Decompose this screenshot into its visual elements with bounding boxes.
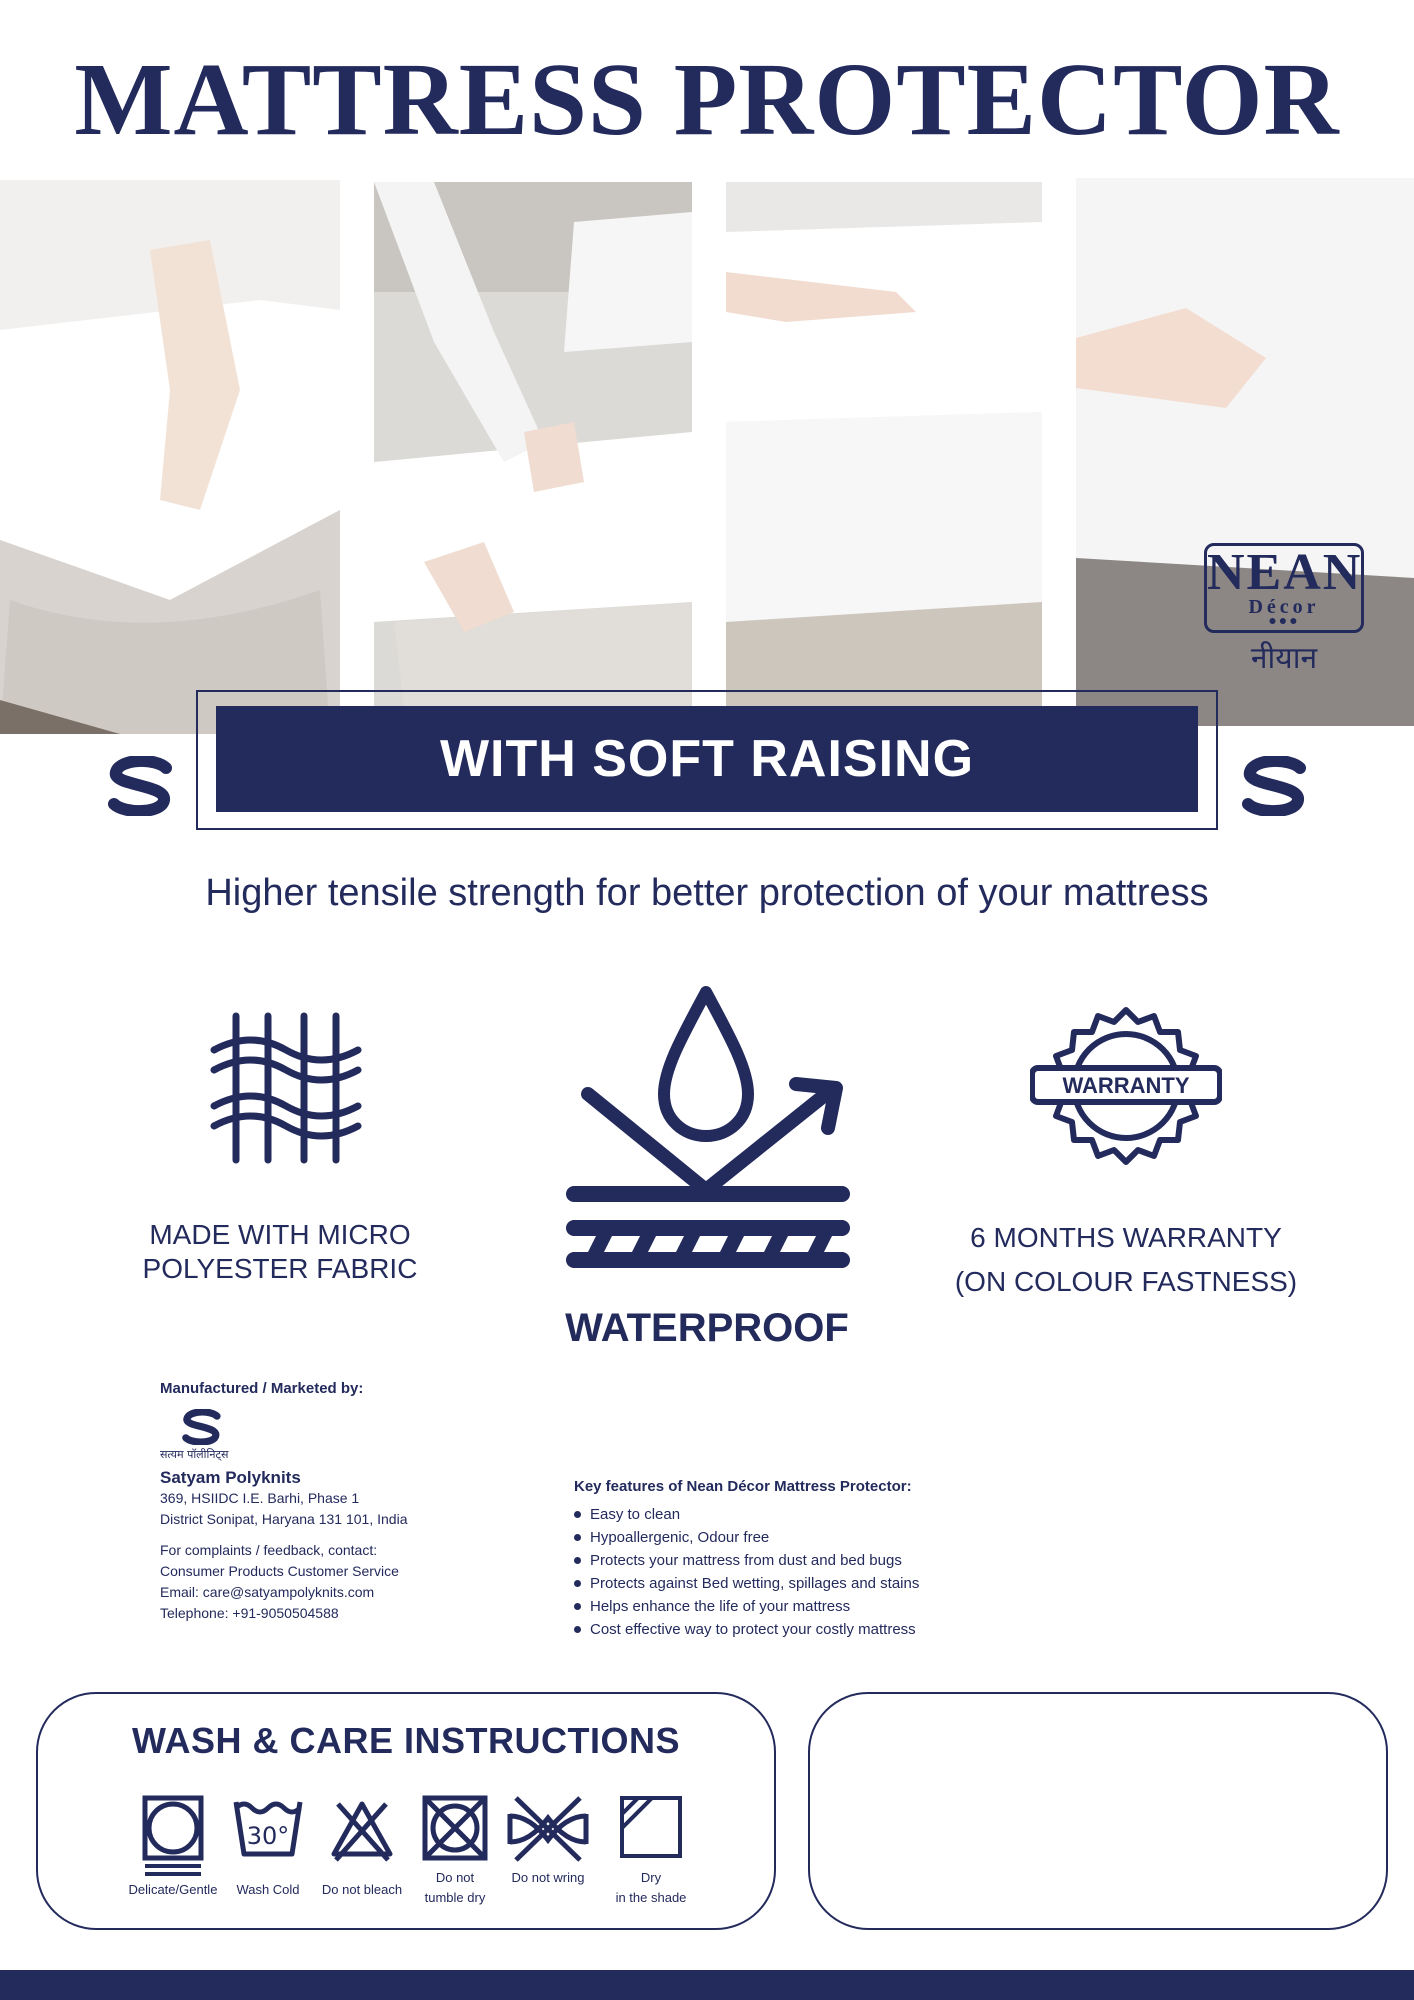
care-no-tumble [410, 1794, 500, 1908]
photo-corner-pull [0, 180, 340, 734]
banner-heading: WITH SOFT RAISING [216, 706, 1198, 812]
care-label: Do not wring [511, 1870, 585, 1885]
list-item: Cost effective way to protect your costly mattress [574, 1618, 1094, 1641]
care-delicate [118, 1794, 228, 1900]
care-dry-shade [600, 1794, 702, 1908]
care-no-wring [498, 1794, 598, 1888]
key-features-list [574, 1503, 1094, 1641]
manufacturer-hindi-name: सत्यम पॉलीनिट्स [160, 1448, 229, 1461]
fabric-line-2: POLYESTER FABRIC [142, 1253, 418, 1284]
warranty-line-2: (ON COLOUR FASTNESS) [954, 1266, 1298, 1297]
contact-line: Consumer Products Customer Service [160, 1563, 399, 1579]
list-item: Hypoallergenic, Odour free [574, 1526, 1094, 1549]
blank-label-box [808, 1692, 1388, 1930]
s-logo-right-icon [1240, 756, 1310, 816]
warranty-badge-icon [1030, 1004, 1222, 1172]
no-bleach-icon [328, 1794, 396, 1876]
delicate-wash-icon [141, 1794, 205, 1876]
care-label: Do not [435, 1870, 475, 1885]
contact-phone: Telephone: +91-9050504588 [160, 1605, 339, 1621]
care-label: Delicate/Gentle [128, 1882, 218, 1897]
care-wash-cold [226, 1794, 310, 1900]
no-tumble-dry-icon [421, 1794, 489, 1864]
care-label: in the shade [615, 1890, 687, 1905]
waterproof-label: WATERPROOF [565, 1306, 849, 1350]
tagline: Higher tensile strength for better protection of your mattress [205, 872, 1209, 914]
contact-line: For complaints / feedback, contact: [160, 1542, 378, 1558]
photo-hand-pressing [726, 182, 1042, 706]
care-label: Wash Cold [236, 1882, 300, 1897]
list-item: Helps enhance the life of your mattress [574, 1595, 1094, 1618]
warranty-line-1: 6 MONTHS WARRANTY [970, 1222, 1282, 1253]
list-item: Protects your mattress from dust and bed bugs [574, 1549, 1094, 1572]
care-title: WASH & CARE INSTRUCTIONS [131, 1720, 680, 1761]
manufacturer-info [160, 1380, 600, 1624]
fabric-line-1: MADE WITH MICRO [149, 1219, 411, 1250]
photo-hands-fitting [374, 182, 692, 706]
list-item: Protects against Bed wetting, spillages and stains [574, 1572, 1094, 1595]
fabric-weave-icon [206, 1010, 366, 1166]
logo-brand: NEAN [1207, 544, 1363, 601]
dry-in-shade-icon [618, 1794, 684, 1864]
fabric-feature-text [120, 1218, 440, 1286]
warranty-badge-text: WARRANTY [1062, 1073, 1190, 1098]
manufacturer-company: Satyam Polyknits [160, 1468, 301, 1487]
s-logo-left-icon [106, 756, 176, 816]
logo-dots: ●●● [1268, 614, 1300, 629]
wash-temp: 30° [246, 1822, 290, 1850]
brand-logo [1204, 543, 1364, 633]
warranty-feature-text [940, 1216, 1312, 1304]
care-label: Dry [640, 1870, 662, 1885]
wash-cold-icon [232, 1794, 304, 1876]
address-line: 369, HSIIDC I.E. Barhi, Phase 1 [160, 1490, 360, 1506]
care-label: tumble dry [424, 1890, 486, 1905]
page-title: MATTRESS PROTECTOR [74, 42, 1340, 157]
care-label: Do not bleach [321, 1882, 403, 1897]
care-no-bleach [312, 1794, 412, 1900]
manufacturer-heading: Manufactured / Marketed by: [160, 1380, 364, 1397]
contact-email: Email: care@satyampolyknits.com [160, 1584, 375, 1600]
key-features [574, 1478, 1094, 1641]
address-line: District Sonipat, Haryana 131 101, India [160, 1511, 408, 1527]
footer-bar [0, 1970, 1414, 2000]
logo-sub: Décor [1248, 596, 1320, 618]
key-features-heading: Key features of Nean Décor Mattress Protector: [574, 1478, 912, 1495]
list-item: Easy to clean [574, 1503, 1094, 1526]
waterproof-icon [560, 980, 860, 1280]
satyam-s-logo-icon [180, 1409, 224, 1445]
no-wring-icon [504, 1794, 592, 1864]
logo-hindi: नीयान [1250, 641, 1318, 676]
